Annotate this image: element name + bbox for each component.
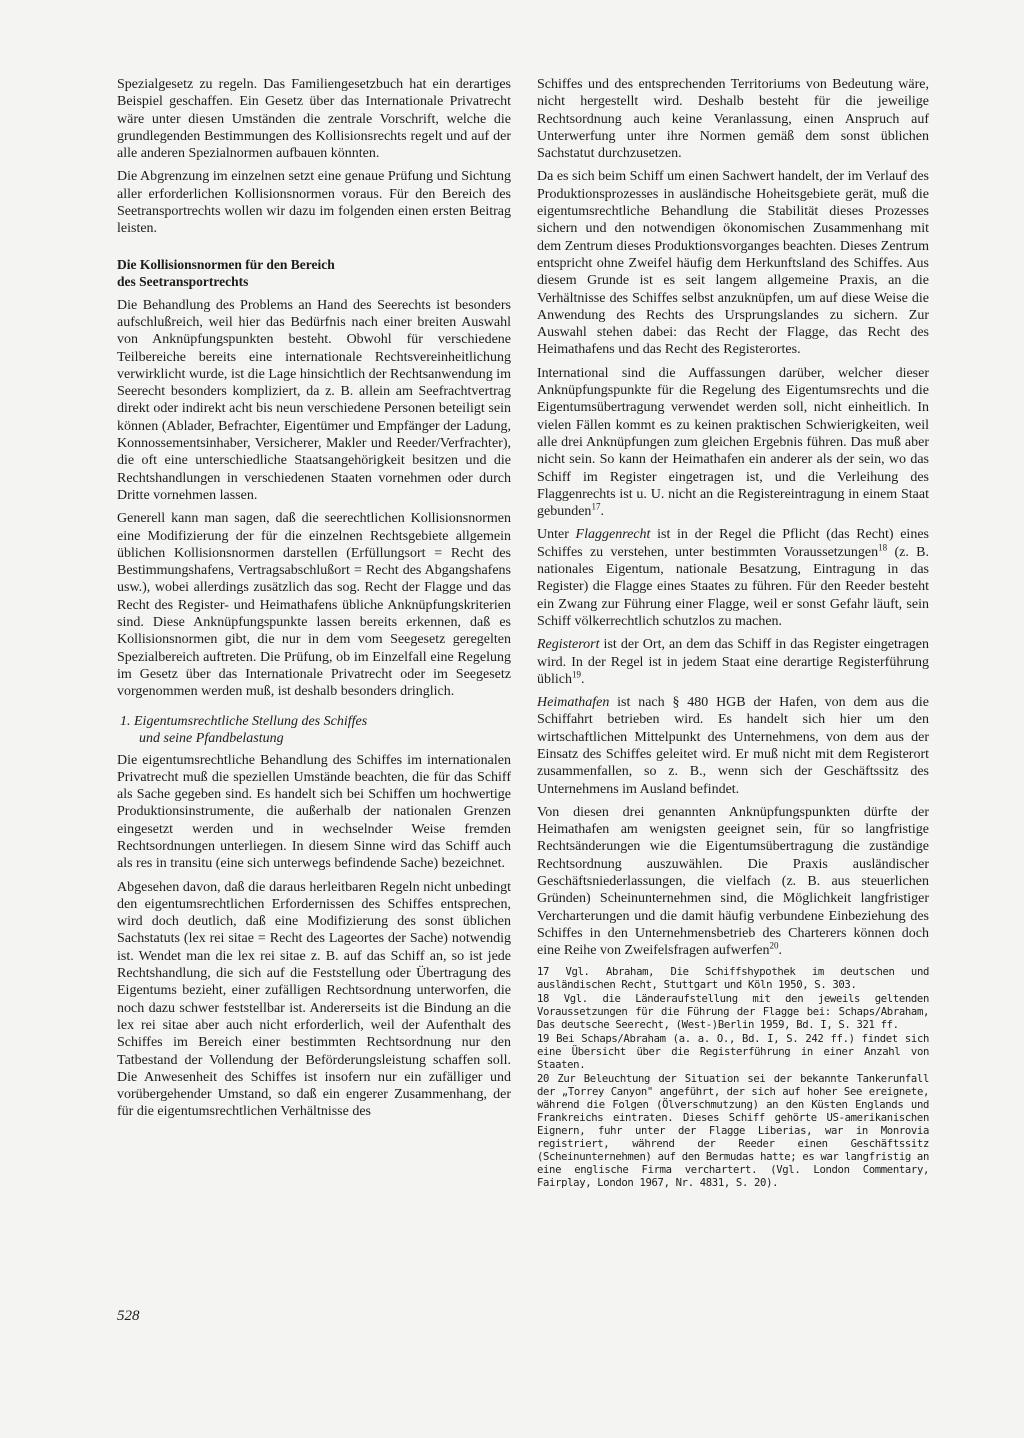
footnote: 19 Bei Schaps/Abraham (a. a. O., Bd. I, S. 242 ff.) findet sich eine Übersicht über die Registerführung in einer Anzahl von Staaten. — [537, 1032, 929, 1071]
paragraph-text: Unter — [537, 527, 576, 543]
paragraph: Spezialgesetz zu regeln. Das Familiengesetzbuch hat ein derartiges Beispiel geschaffen. Ein Gesetz über das Internationale Privatrecht wäre unter diesen Umständen die zentrale Vorschrift, welche die grundlegenden Bestimmungen des Kollisionsrechts regelt und auf der alle anderen Spezialnormen aufbauen könnten. — [117, 77, 511, 162]
footnote: 18 Vgl. die Länderaufstellung mit den jeweils geltenden Voraussetzungen für die Führung der Flagge bei: Schaps/Abraham, Das deutsche Seerecht, (West-)Berlin 1959, Bd. I, S. 321 ff. — [537, 992, 929, 1031]
paragraph-text: . — [581, 671, 585, 687]
paragraph: Die Behandlung des Problems an Hand des Seerechts ist besonders aufschlußreich, weil hier das Bedürfnis nach einer breiten Auswahl von Anknüpfungspunkten besteht. Obwohl für verschiedene Teilbereiche bereits eine internationale Rechtsvereinheitlichung verwirklicht wurde, ist die Lage hinsichtlich der Rechtsanwendung im Seerecht besonders kompliziert, da z. B. allein am Seefrachtvertrag direkt oder indirekt acht bis neun verschiedene Personen beteiligt sein können (Ablader, Befrachter, Eigentümer und Empfänger der Ladung, Konnossementsinhaber, Versicherer, Makler und Reeder/Verfrachter), die oft eine unterschiedliche Staatsangehörigkeit besitzen und die Rechtshandlungen in verschiedenen Staaten vornehmen oder durch Dritte vornehmen lassen. — [117, 297, 511, 503]
term: Flaggenrecht — [575, 527, 651, 543]
section-heading-line: des Seetransportrechts — [117, 273, 249, 289]
paragraph-text: . — [778, 943, 782, 959]
footnote-ref: 20 — [769, 940, 779, 951]
right-column — [537, 76, 929, 1191]
paragraph-text: Von diesen drei genannten Anknüpfungspunkten dürfte der Heimathafen am wenigsten geeignet sein, für so langfristige Rechtsänderungen wie die Eigentumsübertragung die zuständige Rechtsordnung auszuwählen. Die Praxis ausländischer Geschäftsniederlassungen, die vielfach (z. B. aus steuerlichen Gründen) Scheinunternehmen sind, die Möglichkeit langfristiger Vercharterungen und die damit häufig verbundene Einbeziehung des Schiffes in den Unternehmensbetrieb des Charterers können doch eine Reihe von Zweifelsfragen aufwerfen — [537, 804, 929, 959]
paragraph-text: International sind die Auffassungen darüber, welcher dieser Anknüpfungspunkte für die Regelung des Eigentumsrechts und die Eigentumsübertragung verwendet werden soll, nicht einheitlich. In vielen Fällen kommt es zu keinen praktischen Schwierigkeiten, weil alle drei Anknüpfungen zum gleichen Ergebnis führen. Das muß aber nicht sein. So kann der Heimathafen ein anderer als der sein, wo das Schiff im Register eingetragen ist, und die Verleihung des Flaggenrechts ist u. U. nicht an die Registereintragung in einem Staat gebunden — [537, 365, 929, 520]
subsection-heading-line: und seine Pfandbelastung — [139, 730, 284, 746]
footnote-ref: 18 — [878, 542, 888, 553]
footnotes — [537, 966, 929, 1190]
footnote: 20 Zur Beleuchtung der Situation sei der bekannte Tankerunfall der „Torrey Canyon" angeführt, der sich auf hoher See ereignete, während die Folgen (Ölverschmutzung) an den Küsten Englands und Frankreichs eintraten. Dieses Schiff gehörte US-amerikanischen Eignern, fuhr unter der Flagge Liberias, war in Monrovia registriert, während der Reeder einen Geschäftssitz (Scheinunternehmen) auf den Bermudas hatte; es war langfristig an eine englische Firma verchartert. (Vgl. London Commentary, Fairplay, London 1967, Nr. 4831, S. 20). — [537, 1072, 929, 1189]
footnote: 17 Vgl. Abraham, Die Schiffshypothek im deutschen und ausländischen Recht, Stuttgart und Köln 1950, S. 303. — [537, 965, 929, 991]
paragraph: Die Abgrenzung im einzelnen setzt eine genaue Prüfung und Sichtung aller erforderlichen Kollisionsnormen voraus. Für den Bereich des Seetransportrechts wollen wir dazu im folgenden einen ersten Beitrag leisten. — [117, 169, 511, 237]
term: Heimathafen — [537, 695, 610, 711]
paragraph: Schiffes und des entsprechenden Territoriums von Bedeutung wäre, nicht hergestellt wird. Deshalb besteht für die jeweilige Rechtsordnung auch keine Veranlassung, einen Anspruch auf Unterwerfung unter ihre Normen gemäß dem sonst üblichen Sachstatut durchzusetzen. — [537, 77, 929, 162]
footnote-ref: 17 — [591, 501, 601, 512]
paragraph — [537, 636, 929, 688]
paragraph — [537, 694, 929, 798]
left-column — [117, 76, 511, 1127]
paragraph — [537, 526, 929, 630]
term: Registerort — [537, 637, 600, 653]
paragraph-text: ist nach § 480 HGB der Hafen, von dem aus die Schiffahrt betrieben wird. Es handelt sich hier um den wirtschaftlichen Mittelpunkt des Unternehmens, von dem aus der Einsatz des Schiffes geleitet wird. Er muß nicht mit dem Registerort zusammenfallen, so z. B., wenn sich der Geschäftssitz des Unternehmens im Ausland befindet. — [537, 695, 929, 797]
section-heading-line: Die Kollisionsnormen für den Bereich — [117, 256, 335, 272]
paragraph — [537, 365, 929, 521]
section-heading — [117, 256, 511, 290]
paragraph: Da es sich beim Schiff um einen Sachwert handelt, der im Verlauf des Produktionsprozesses in ausländische Hoheitsgebiete gerät, muß die eigentumsrechtliche Behandlung die Stabilität dieses Prozesses sichern und den notwendigen ökonomischen Zusammenhang mit dem Zentrum dieses Produktionsvorganges beachten. Dieses Zentrum entspricht ohne Zweifel häufig dem Herkunftsland des Schiffes. Aus diesem Grunde ist es seit langem allgemeine Praxis, an die Verhältnisse des Schiffes selbst anzuknüpfen, um auf diese Weise die Anwendung des Rechts des Ursprungslandes zu sichern. Zur Auswahl stehen dabei: das Recht der Flagge, das Recht des Heimathafens und das Recht des Registerortes. — [537, 169, 929, 358]
paragraph: Die eigentumsrechtliche Behandlung des Schiffes im internationalen Privatrecht muß die speziellen Umstände beachten, die für das Schiff als Sache gegeben sind. Es handelt sich bei Schiffen um hochwertige Produktionsinstrumente, die außerhalb der nationalen Grenzen eingesetzt werden und in wechselnder Weise fremden Rechtsordnungen unterliegen. In diesem Sinne wird das Schiff auch als res in transitu (eine sich unterwegs befindende Sache) bezeichnet. — [117, 752, 511, 872]
paragraph — [537, 804, 929, 960]
paragraph-text: ist in der Regel die Pflicht (das Recht) eines Schiffes zu verstehen, unter bestimmten Voraussetzungen — [537, 527, 929, 560]
footnote-ref: 19 — [572, 669, 581, 680]
paragraph-text: ist der Ort, an dem das Schiff in das Register eingetragen wird. In der Regel ist in jedem Staat eine derartige Registerführung üblich — [537, 637, 929, 687]
paragraph-text: (z. B. nationales Eigentum, nationale Besatzung, Eintragung in das Register) die Flagge eines Staates zu führen. Für den Reeder besteht ein Zwang zur Führung einer Flagge, weil er sonst Gefahr läuft, sein Schiff völkerrechtlich schutzlos zu machen. — [537, 544, 929, 629]
paragraph: Abgesehen davon, daß die daraus herleitbaren Regeln nicht unbedingt den eigentumsrechtlichen Erfordernissen des Schiffes entsprechen, wird doch deutlich, daß eine Modifizierung des sonst üblichen Sachstatuts (lex rei sitae = Recht des Lageortes der Sache) notwendig ist. Wendet man die lex rei sitae z. B. auf das Schiff an, so ist jede Rechtshandlung, die sich auf die Feststellung oder Übertragung des Eigentums bezieht, einer zufälligen Rechtsordnung unterworfen, die noch dazu schwer feststellbar ist. Andererseits ist die Bindung an die lex rei sitae aber auch nicht erforderlich, weil der Aufenthalt des Schiffes im Bereich einer bestimmten Rechtsordnung nur den Tatbestand der Vollendung der Beförderungsleistung schaffen soll. Die Anwesenheit des Schiffes ist insofern nur ein zufälliger und vorübergehender Umstand, so daß ein engerer Zusammenhang, der für die eigentumsrechtlichen Verhältnisse des — [117, 879, 511, 1120]
subsection-heading — [117, 713, 511, 747]
paragraph-text: . — [600, 504, 604, 520]
page-number: 528 — [117, 1308, 140, 1324]
subsection-heading-line: 1. Eigentumsrechtliche Stellung des Schiffes — [120, 713, 368, 729]
paragraph: Generell kann man sagen, daß die seerechtlichen Kollisionsnormen eine Modifizierung der für die einzelnen Rechtsgebiete allgemein üblichen Kollisionsnormen darstellen (Erfüllungsort = Recht des Bestimmungshafens, Vertragsabschlußort = Recht des Abgangshafens usw.), wobei allerdings zusätzlich das sog. Recht der Flagge und das Recht des Register- und Heimathafens übliche Anknüpfungskriterien sind. Diese Anknüpfungspunkte lassen bereits erkennen, daß es Kollisionsnormen gibt, die nur in dem vom Seegesetz geregelten Spezialbereich auftreten. Die Prüfung, ob im Einzelfall eine Regelung im Gesetz über das Internationale Privatrecht oder im Seegesetz vorgenommen werden muß, ist deshalb besonders dringlich. — [117, 511, 511, 700]
